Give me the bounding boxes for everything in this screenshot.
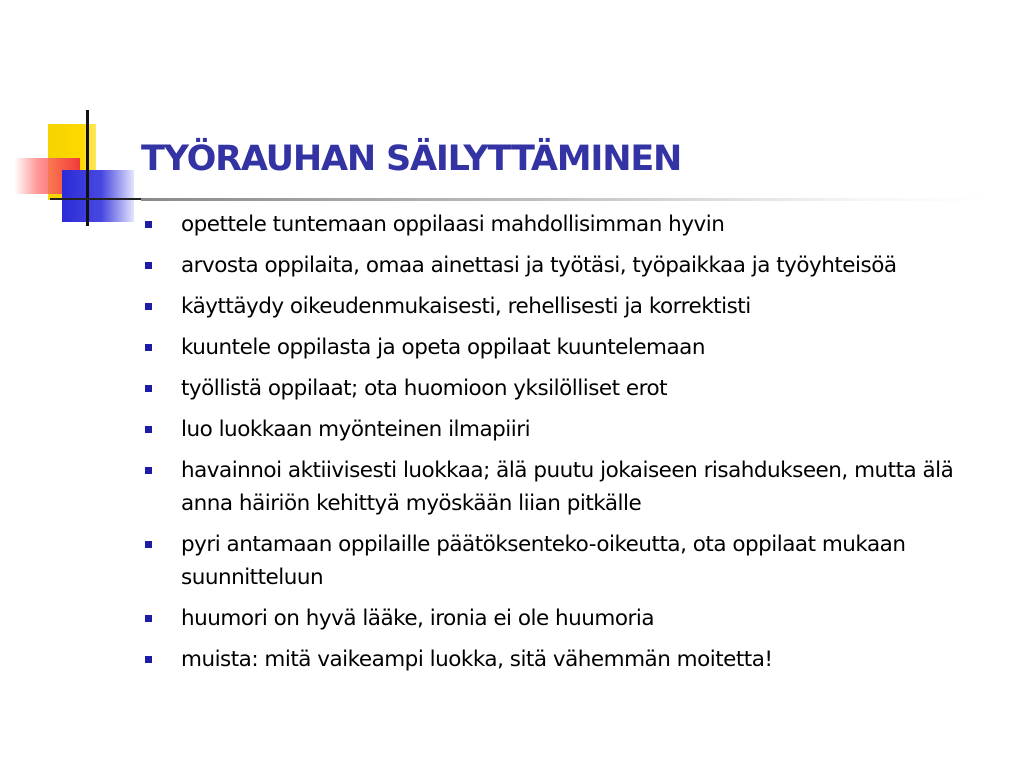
square-bullet-icon [145, 615, 152, 622]
square-bullet-icon [145, 541, 152, 548]
bullet-text: opettele tuntemaan oppilaasi mahdollisimman hyvin [181, 212, 725, 237]
bullet-text: huumori on hyvä lääke, ironia ei ole huumoria [181, 606, 655, 631]
bullet-item [142, 331, 1007, 364]
bullet-text: pyri antamaan oppilaille päätöksenteko-oikeutta, ota oppilaat mukaan suunnitteluun [181, 532, 906, 590]
square-bullet-icon [145, 344, 152, 351]
bullet-text: käyttäydy oikeudenmukaisesti, rehellisesti ja korrektisti [181, 294, 751, 319]
slide-title: TYÖRAUHAN SÄILYTTÄMINEN [141, 139, 682, 179]
bullet-item [142, 208, 1007, 241]
bullet-item [142, 413, 1007, 446]
square-bullet-icon [145, 262, 152, 269]
bullet-item [142, 454, 1007, 520]
bullet-text: havainnoi aktiivisesti luokkaa; älä puutu jokaiseen risahdukseen, mutta älä anna häiriön kehittyä myöskään liian pitkälle [181, 458, 954, 516]
bullet-list [142, 208, 1007, 684]
square-bullet-icon [145, 303, 152, 310]
square-bullet-icon [145, 426, 152, 433]
bullet-text: työllistä oppilaat; ota huomioon yksilölliset erot [181, 376, 668, 401]
vertical-line-decoration [86, 110, 89, 226]
title-underline [141, 198, 991, 201]
bullet-text: luo luokkaan myönteinen ilmapiiri [181, 417, 531, 442]
bullet-item [142, 290, 1007, 323]
bullet-item [142, 249, 1007, 282]
bullet-text: arvosta oppilaita, omaa ainettasi ja työtäsi, työpaikkaa ja työyhteisöä [181, 253, 897, 278]
blue-square-decoration [62, 170, 134, 222]
bullet-text: muista: mitä vaikeampi luokka, sitä vähemmän moitetta! [181, 647, 773, 672]
square-bullet-icon [145, 221, 152, 228]
bullet-item [142, 372, 1007, 405]
horizontal-line-decoration [50, 198, 148, 200]
bullet-item [142, 528, 1007, 594]
bullet-item [142, 602, 1007, 635]
square-bullet-icon [145, 656, 152, 663]
square-bullet-icon [145, 385, 152, 392]
square-bullet-icon [145, 467, 152, 474]
bullet-text: kuuntele oppilasta ja opeta oppilaat kuuntelemaan [181, 335, 705, 360]
bullet-item [142, 643, 1007, 676]
